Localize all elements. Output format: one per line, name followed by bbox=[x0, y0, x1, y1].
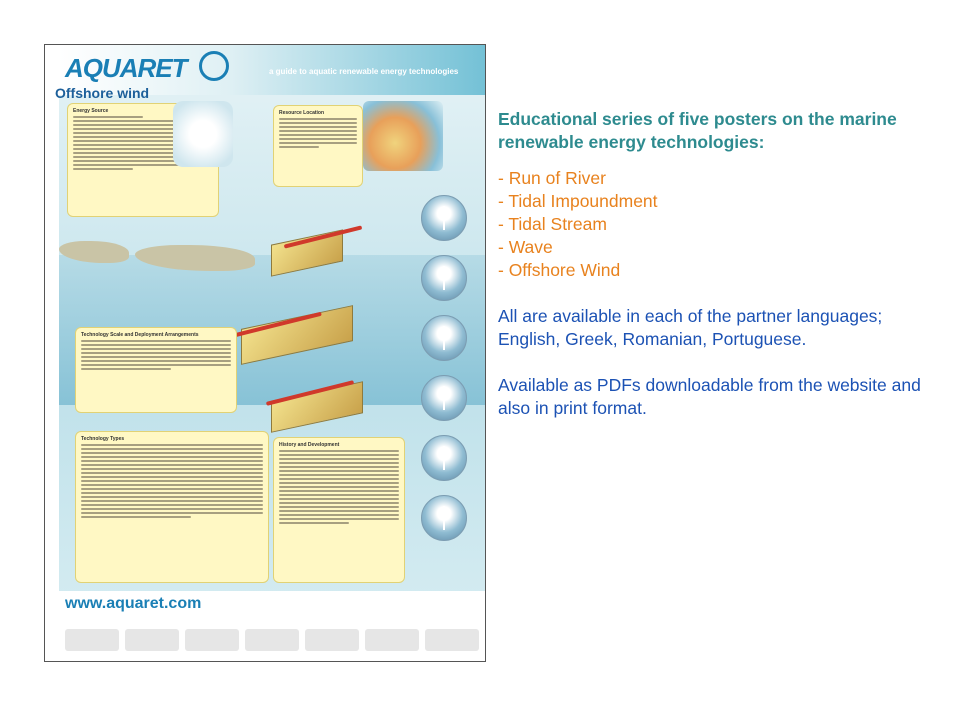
poster-image bbox=[44, 44, 486, 662]
formats-paragraph: Available as PDFs downloadable from the website and also in print format. bbox=[498, 375, 921, 418]
partner-logo bbox=[125, 629, 179, 651]
poster-title: Offshore wind bbox=[55, 85, 150, 101]
partner-logo bbox=[365, 629, 419, 651]
panel-technology-types: Technology Types bbox=[75, 431, 269, 583]
wind-turbine-icon bbox=[421, 315, 467, 361]
partner-logos bbox=[65, 629, 479, 651]
panel-history-development: History and Development bbox=[273, 437, 405, 583]
wind-swirl-illustration bbox=[173, 101, 233, 167]
partner-logo bbox=[185, 629, 239, 651]
wind-turbine-icon bbox=[421, 195, 467, 241]
poster-logo: AQUARET bbox=[65, 53, 187, 83]
list-item: - Run of River bbox=[498, 168, 606, 188]
wind-turbine-icon bbox=[421, 375, 467, 421]
list-item: - Tidal Impoundment bbox=[498, 191, 658, 211]
languages-paragraph: All are available in each of the partner languages; English, Greek, Romanian, Portuguese. bbox=[498, 306, 883, 349]
technology-list bbox=[498, 167, 948, 282]
shell-icon bbox=[199, 51, 229, 81]
slide-heading: Educational series of five posters on the marine renewable energy technologies: bbox=[498, 109, 897, 152]
partner-logo bbox=[245, 629, 299, 651]
partner-logo bbox=[65, 629, 119, 651]
wind-turbine-icon bbox=[421, 255, 467, 301]
partner-logo bbox=[425, 629, 479, 651]
poster-footer bbox=[59, 591, 485, 661]
wind-turbine-icon bbox=[421, 495, 467, 541]
poster-left-strip bbox=[45, 45, 60, 661]
panel-technology-scale: Technology Scale and Deployment Arrangements bbox=[75, 327, 237, 413]
list-item: - Offshore Wind bbox=[498, 260, 621, 280]
list-item: - Tidal Stream bbox=[498, 214, 607, 234]
partner-logo bbox=[305, 629, 359, 651]
poster-tagline: a guide to aquatic renewable energy technologies bbox=[269, 67, 459, 76]
slide-text bbox=[498, 108, 948, 420]
europe-map-illustration bbox=[363, 101, 443, 171]
wind-turbine-icon bbox=[421, 435, 467, 481]
list-item: - Wave bbox=[498, 237, 553, 257]
turbine-photo-column bbox=[421, 195, 469, 555]
panel-resource-location: Resource Location bbox=[273, 105, 363, 187]
panel-energy-source: Energy Source bbox=[67, 103, 219, 217]
poster-website: www.aquaret.com bbox=[65, 595, 202, 612]
